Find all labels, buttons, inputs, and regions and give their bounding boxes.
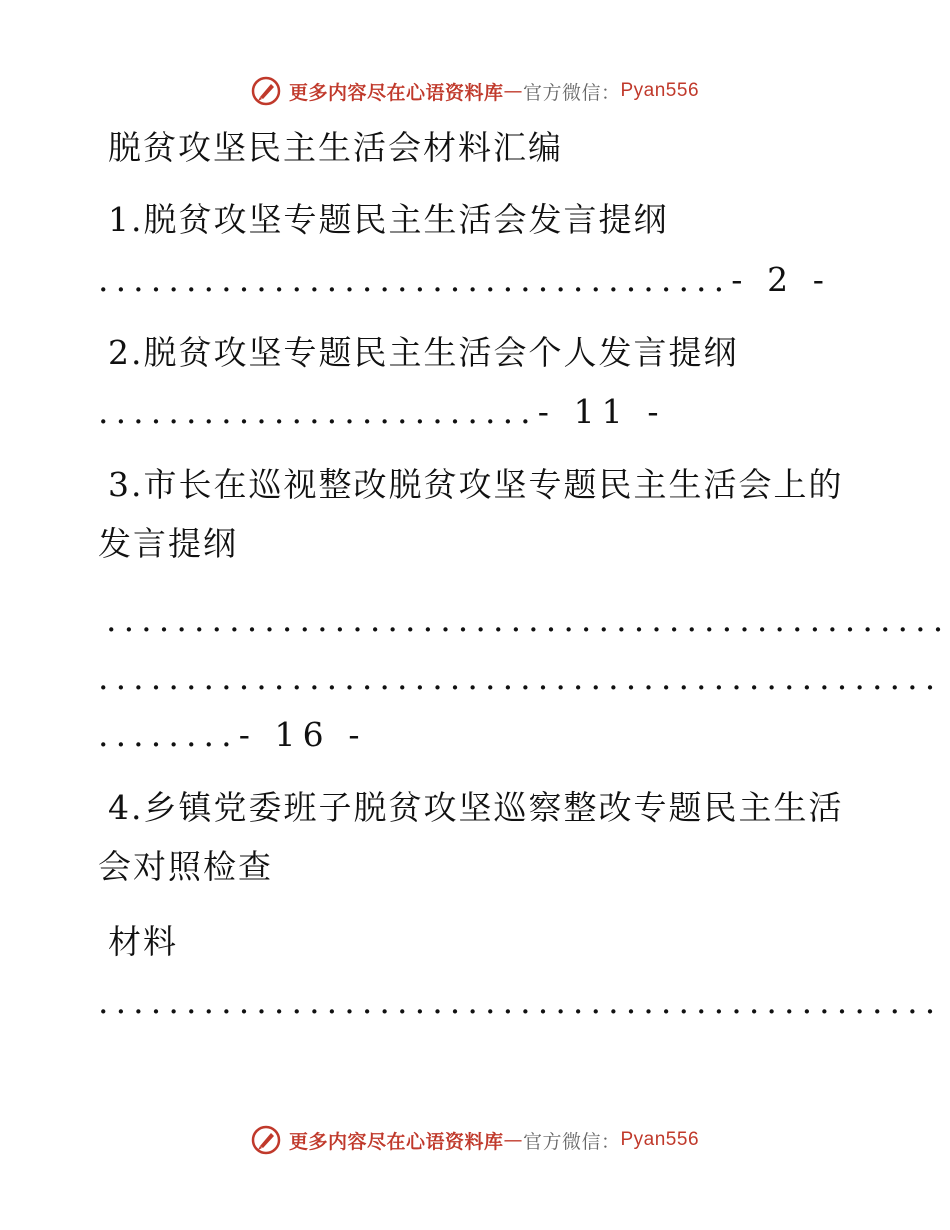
toc-entry-3-leader-line-1: ................................................	[106, 600, 950, 639]
banner-text: 更多内容尽在心语资料库	[288, 81, 504, 104]
quill-pen-logo-icon	[251, 76, 281, 106]
toc-entry-4-title-line-2[interactable]: 会对照检查	[98, 847, 273, 886]
header-banner	[0, 71, 950, 111]
banner-label: 官方微信：	[522, 1130, 621, 1153]
toc-entry-1-leader: ....................................- 2 -	[98, 260, 832, 299]
toc-entry-4-leader: ................................................	[98, 982, 943, 1021]
quill-pen-logo-icon	[251, 1125, 281, 1155]
banner-wechat-handle: Pyan556	[620, 80, 700, 101]
toc-entry-3-leader-line-3: ........- 16 -	[98, 715, 367, 754]
toc-entry-1-title[interactable]: 1.脱贫攻坚专题民主生活会发言提纲	[108, 200, 669, 239]
banner-text: 更多内容尽在心语资料库	[288, 1130, 504, 1153]
footer-banner	[0, 1120, 950, 1160]
toc-entry-3-leader-line-2: ................................................	[98, 658, 943, 697]
banner-separator: —	[503, 80, 523, 102]
toc-entry-3-title-line-2[interactable]: 发言提纲	[98, 524, 238, 563]
toc-entry-3-title-line-1[interactable]: 3.市长在巡视整改脱贫攻坚专题民主生活会上的	[108, 465, 844, 504]
banner-separator: —	[503, 1129, 523, 1151]
toc-entry-2-leader: .........................- 11 -	[98, 392, 666, 431]
toc-entry-4-title-line-3[interactable]: 材料	[108, 922, 178, 961]
banner-label: 官方微信：	[522, 81, 621, 104]
document-title: 脱贫攻坚民主生活会材料汇编	[108, 128, 563, 167]
toc-entry-2-title[interactable]: 2.脱贫攻坚专题民主生活会个人发言提纲	[108, 333, 739, 372]
toc-entry-4-title-line-1[interactable]: 4.乡镇党委班子脱贫攻坚巡察整改专题民主生活	[108, 788, 844, 827]
banner-wechat-handle: Pyan556	[620, 1129, 700, 1150]
